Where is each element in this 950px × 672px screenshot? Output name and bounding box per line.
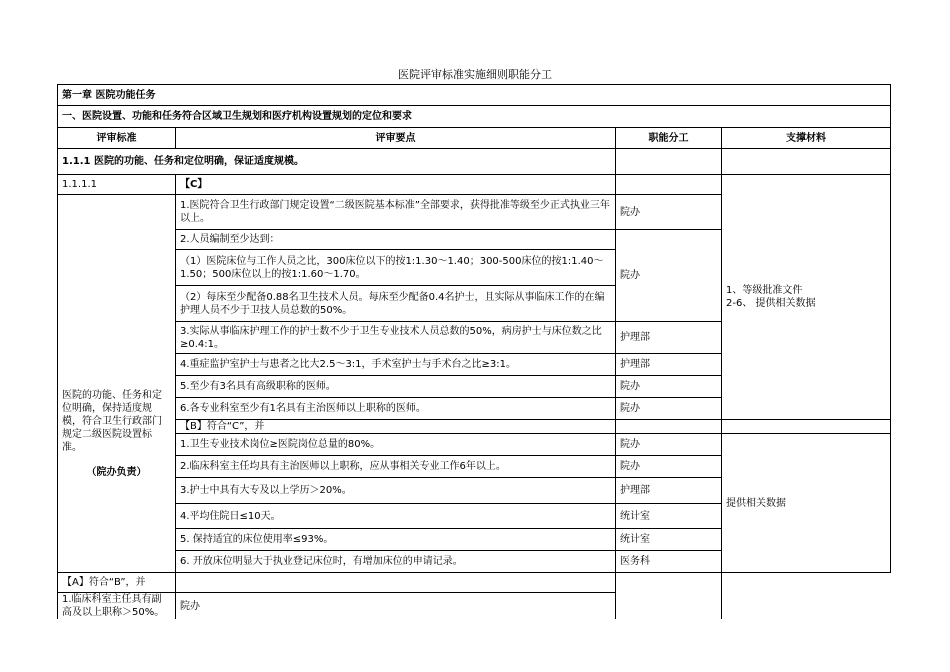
point-duty: 统计室 xyxy=(616,504,722,529)
point-text: 4.平均住院日≤10天。 xyxy=(176,504,616,529)
point-duty: 院办 xyxy=(616,195,722,230)
point-duty: 院办 xyxy=(616,376,722,398)
point-text: 5. 保持适宜的床位使用率≤93%。 xyxy=(176,529,616,551)
point-text: 2.人员编制至少达到： xyxy=(176,230,616,250)
b-support-cell: 提供相关数据 xyxy=(722,434,891,573)
grade-b-duty-empty xyxy=(616,420,722,434)
point-duty: 护理部 xyxy=(616,354,722,376)
point-text: 1.医院符合卫生行政部门规定设置“二级医院基本标准”全部要求，获得批准等级至少正式执业三年以上。 xyxy=(176,195,616,230)
header-points: 评审要点 xyxy=(176,128,616,149)
c-support-line: 2-6、 提供相关数据 xyxy=(726,298,816,309)
point-text: （2）每床至少配备0.88名卫生技术人员。每床至少配备0.4名护士，且实际从事临床工作的在编护理人员不少于卫技人员总数的50%。 xyxy=(176,286,616,322)
grade-a-label: 【A】符合“B”，并 xyxy=(58,573,176,593)
table-row xyxy=(58,593,891,620)
chapter-row xyxy=(58,85,891,106)
point-text: 3.实际从事临床护理工作的护士数不少于卫生专业技术人员总数的50%，病房护士与床位数之比≥0.4:1。 xyxy=(176,322,616,354)
clause-row xyxy=(58,149,891,175)
point-text: 1.卫生专业技术岗位≥医院岗位总量的80%。 xyxy=(176,434,616,456)
point-text: 4.重症监护室护士与患者之比大2.5～3:1，手术室护士与手术台之比≥3:1。 xyxy=(176,354,616,376)
point-duty: 护理部 xyxy=(616,322,722,354)
point-duty: 统计室 xyxy=(616,529,722,551)
point-text: 6.各专业科室至少有1名具有主治医师以上职称的医师。 xyxy=(176,398,616,420)
criteria-responsible: （院办负责） xyxy=(86,466,147,478)
point-text: 5.至少有3名具有高级职称的医师。 xyxy=(176,376,616,398)
point-duty: 院办 xyxy=(616,434,722,456)
grade-b-row xyxy=(58,420,891,434)
criteria-text: 医院的功能、任务和定位明确，保持适度规模，符合卫生行政部门规定二级医院设置标准。 xyxy=(62,389,162,453)
section-row xyxy=(58,106,891,128)
grade-c-label: 【C】 xyxy=(176,175,616,195)
a-support-cell xyxy=(616,573,722,620)
grade-b-label: 【B】符合“C”，并 xyxy=(176,420,616,434)
criteria-cell xyxy=(58,195,176,573)
c-support-cell xyxy=(722,175,891,420)
c-support-line: 1、等级批准文件 xyxy=(726,285,803,296)
duty-table xyxy=(57,84,891,619)
grade-a-row xyxy=(58,573,891,593)
clause-title: 1.1.1 医院的功能、任务和定位明确，保证适度规模。 xyxy=(58,149,616,175)
point-duty: 护理部 xyxy=(616,478,722,504)
grade-a-duty-empty xyxy=(176,573,616,593)
point-text: 6. 开放床位明显大于执业登记床位时，有增加床位的申请记录。 xyxy=(176,551,616,573)
point-duty: 医务科 xyxy=(616,551,722,573)
section-title: 一、医院设置、功能和任务符合区域卫生规划和医疗机构设置规划的定位和要求 xyxy=(58,106,891,128)
chapter-title: 第一章 医院功能任务 xyxy=(58,85,891,106)
grade-c-duty-empty xyxy=(616,175,722,195)
header-criteria: 评审标准 xyxy=(58,128,176,149)
clause-number: 1.1.1.1 xyxy=(58,175,176,195)
clause-duty-empty xyxy=(616,149,722,175)
table-row xyxy=(58,434,891,456)
point-text: （1）医院床位与工作人员之比，300床位以下的按1:1.30～1.40；300-500床位的按1:1.40～1.50；500床位以上的按1:1.60～1.70。 xyxy=(176,250,616,286)
header-duty: 职能分工 xyxy=(616,128,722,149)
clause-support-empty xyxy=(722,149,891,175)
grade-b-support-empty xyxy=(722,420,891,434)
header-row xyxy=(58,128,891,149)
point-text: 1.临床科室主任具有副高及以上职称＞50%。 xyxy=(58,593,176,620)
point-duty: 院办 xyxy=(616,456,722,478)
document-title: 医院评审标准实施细则职能分工 xyxy=(398,68,552,81)
point-text: 2.临床科室主任均具有主治医师以上职称，应从事相关专业工作6年以上。 xyxy=(176,456,616,478)
header-support: 支撑材料 xyxy=(722,128,891,149)
point-duty: 院办 xyxy=(616,398,722,420)
point-duty: 院办 xyxy=(616,230,722,322)
point-duty: 院办 xyxy=(176,593,616,620)
grade-c-row xyxy=(58,175,891,195)
point-text: 3.护士中具有大专及以上学历＞20%。 xyxy=(176,478,616,504)
